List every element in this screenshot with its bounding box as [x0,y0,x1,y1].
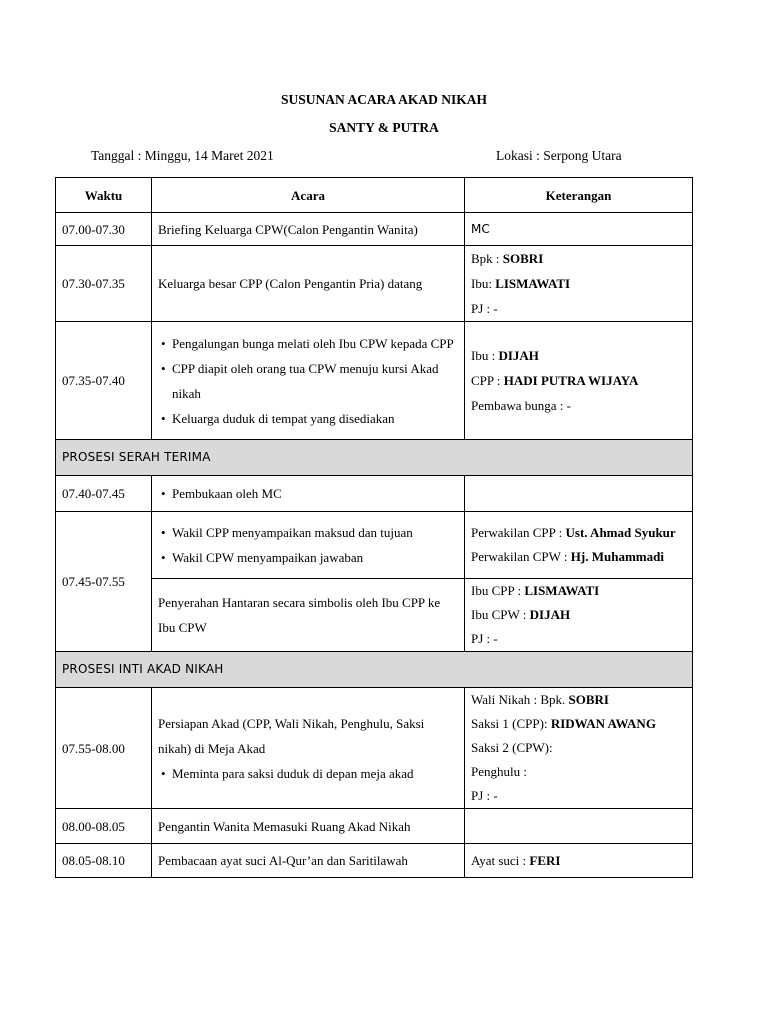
note-name: SOBRI [568,692,609,707]
note-cell [465,809,693,844]
note-line [471,736,686,760]
table-row [56,322,693,440]
note-name: LISMAWATI [524,583,600,598]
document-title: SUSUNAN ACARA AKAD NIKAH [281,92,487,107]
note-line [471,343,686,368]
note-line [471,271,686,296]
event-bullet-list [158,520,458,570]
note-label: Penghulu : [471,764,527,779]
event-cell: Keluarga besar CPP (Calon Pengantin Pria) datang [152,246,465,322]
time-cell: 08.05-08.10 [56,844,152,878]
event-location: Lokasi : Serpong Utara [496,148,622,163]
list-item: • Pengalungan bunga melati oleh Ibu CPW kepada CPP [172,331,458,356]
note-line [471,627,686,651]
table-row [56,844,693,878]
time-cell: 08.00-08.05 [56,809,152,844]
note-line [471,760,686,784]
column-header-note: Keterangan [465,178,693,213]
list-item: • Wakil CPW menyampaikan jawaban [172,545,458,570]
event-cell: Briefing Keluarga CPW(Calon Pengantin Wanita) [152,213,465,246]
note-cell [465,512,693,579]
note-label: Wali Nikah : Bpk. [471,692,569,707]
note-label: PJ : - [471,301,498,316]
note-name: RIDWAN AWANG [550,716,656,731]
note-line [471,393,686,418]
note-label: Ibu : [471,348,499,363]
note-line [471,603,686,627]
note-line [471,688,686,712]
note-label: Ibu: [471,276,496,291]
event-cell [152,322,465,440]
time-cell: 07.35-07.40 [56,322,152,440]
couple-names: SANTY & PUTRA [329,120,439,135]
note-label: PJ : - [471,788,498,803]
section-title: PROSESI INTI AKAD NIKAH [56,652,693,688]
list-item: • Wakil CPP menyampaikan maksud dan tujuan [172,520,458,545]
section-row [56,652,693,688]
note-line [471,784,686,808]
note-name: HADI PUTRA WIJAYA [503,373,639,388]
column-header-event: Acara [152,178,465,213]
note-line [471,368,686,393]
note-label: Saksi 1 (CPP): [471,716,551,731]
table-row [56,246,693,322]
note-name: Hj. Muhammadi [570,549,664,564]
note-name: DIJAH [498,348,539,363]
note-cell [465,844,693,878]
note-label: PJ : - [471,631,498,646]
table-row [56,213,693,246]
note-cell [465,579,693,652]
table-row [56,688,693,809]
section-row [56,440,693,476]
list-item: • Pembukaan oleh MC [172,481,458,506]
note-line [471,712,686,736]
table-row [56,512,693,579]
column-header-time: Waktu [56,178,152,213]
event-cell [152,512,465,579]
event-cell [152,688,465,809]
time-cell: 07.30-07.35 [56,246,152,322]
note-name: SOBRI [502,251,544,266]
time-cell: 07.00-07.30 [56,213,152,246]
event-bullet-list [158,481,458,506]
event-text: Persiapan Akad (CPP, Wali Nikah, Penghulu, Saksi nikah) di Meja Akad [158,715,425,756]
time-cell: 07.55-08.00 [56,688,152,809]
note-line [471,246,686,271]
list-item: • CPP diapit oleh orang tua CPW menuju kursi Akad nikah [172,356,458,406]
note-label: CPP : [471,373,504,388]
note-label: Perwakilan CPW : [471,549,571,564]
note-label: Perwakilan CPP : [471,525,566,540]
note-cell [465,322,693,440]
time-cell: 07.40-07.45 [56,476,152,512]
section-title: PROSESI SERAH TERIMA [56,440,693,476]
note-cell: MC [465,213,693,246]
note-cell [465,476,693,512]
table-row [56,476,693,512]
note-cell [465,688,693,809]
note-label: Pembawa bunga : - [471,398,572,413]
event-cell: Penyerahan Hantaran secara simbolis oleh Ibu CPP ke Ibu CPW [152,579,465,652]
note-label: Saksi 2 (CPW): [471,740,553,755]
table-row [56,579,693,652]
note-line [471,521,686,545]
schedule-table [55,177,693,878]
note-label: Ayat suci : [471,853,530,868]
note-name: FERI [529,853,561,868]
event-cell: Pembacaan ayat suci Al-Qur’an dan Saritilawah [152,844,465,878]
note-line [471,545,686,569]
event-bullet-list [158,331,458,431]
time-cell: 07.45-07.55 [56,512,152,652]
table-row [56,809,693,844]
event-cell [152,476,465,512]
list-item: • Meminta para saksi duduk di depan meja akad [172,761,458,786]
note-label: Bpk : [471,251,503,266]
note-cell [465,246,693,322]
table-header-row [56,178,693,213]
note-name: LISMAWATI [495,276,571,291]
event-date: Tanggal : Minggu, 14 Maret 2021 [91,148,274,163]
note-line [471,296,686,321]
event-bullet-list [158,761,458,786]
note-line [471,579,686,603]
note-name: DIJAH [529,607,571,622]
event-cell: Pengantin Wanita Memasuki Ruang Akad Nikah [152,809,465,844]
note-name: Ust. Ahmad Syukur [565,525,676,540]
note-label: Ibu CPP : [471,583,525,598]
note-label: Ibu CPW : [471,607,530,622]
list-item: • Keluarga duduk di tempat yang disediakan [172,406,458,431]
